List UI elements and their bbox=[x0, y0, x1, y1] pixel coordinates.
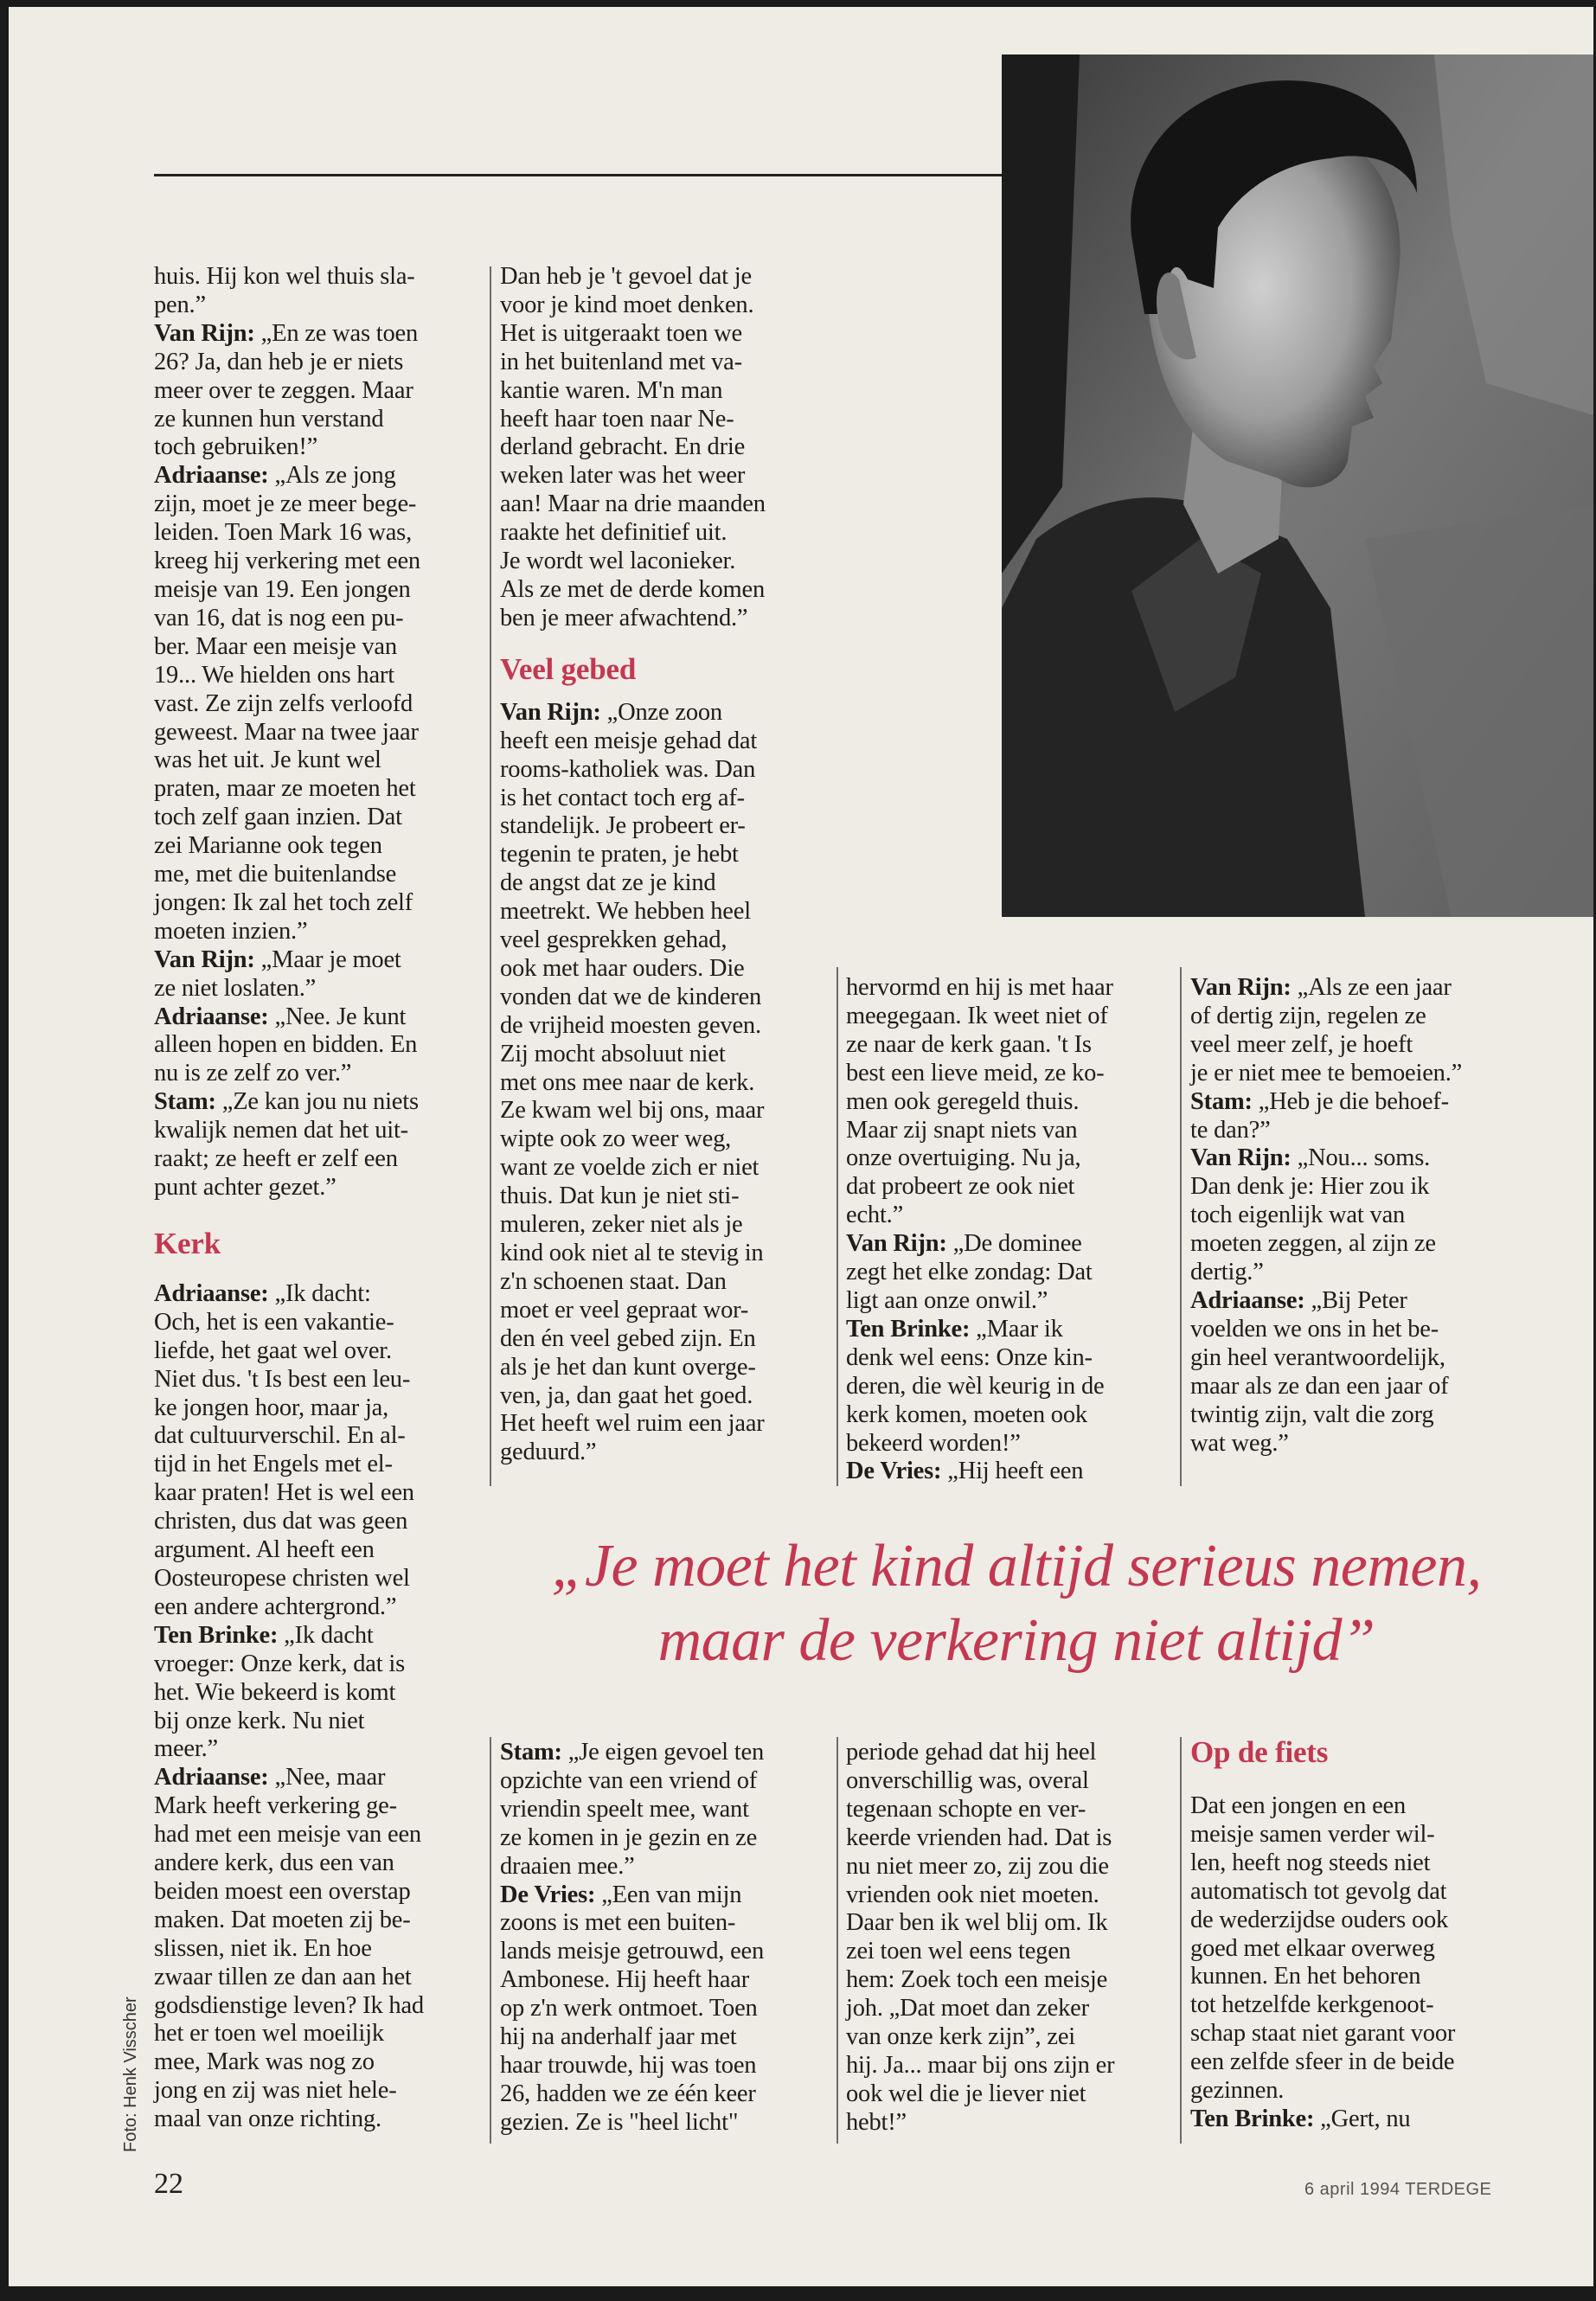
column-divider bbox=[1180, 967, 1182, 1486]
horizontal-rule bbox=[154, 174, 1010, 176]
speaker-label: De Vries: bbox=[846, 1458, 942, 1485]
section-heading-kerk: Kerk bbox=[154, 1226, 221, 1260]
column-1 bbox=[154, 263, 476, 2134]
column-divider bbox=[1180, 1737, 1182, 2144]
speaker-label: Adriaanse: bbox=[154, 1764, 269, 1791]
paragraph-text: „Als ze jong zijn, moet je ze meer bege- leiden. Toen Mark 16 was, kreeg hij verkering met een meisje van 19. Een jongen van 16, dat is nog een pu- ber. Maar een meisje van 19... We hielden ons hart vast. Ze zijn zelfs verloofd geweest. Maar na twee jaar was het uit. Je kunt wel praten, maar ze moeten het toch zelf gaan inzien. Dat zei Marianne ook tegen me, met die buitenlandse jongen: Ik zal het toch zelf moeten inzien.” bbox=[154, 462, 420, 945]
paragraph bbox=[1190, 2106, 1512, 2134]
paragraph bbox=[500, 1881, 822, 2138]
speaker-label: Van Rijn: bbox=[154, 319, 255, 347]
speaker-label: Stam: bbox=[1190, 1087, 1253, 1115]
page-number: 22 bbox=[154, 2168, 183, 2200]
paragraph-text: „Ze kan jou nu niets kwalijk nemen dat het uit- raakt; ze heeft er zelf een punt achter gezet.” bbox=[154, 1088, 419, 1201]
paragraph: periode gehad dat hij heel onverschillig was, overal tegenaan schopte en ver- keerde vrienden had. Dat is nu niet meer zo, zij zou die vrienden ook niet moeten. Daar ben ik wel blij om. Ik zei toen wel eens tegen hem: Zoek toch een meisje joh. „Dat moet dan zeker van onze kerk zijn”, zei hij. Ja... maar bij ons zijn er ook wel die je liever niet hebt!” bbox=[846, 1739, 1115, 2136]
paragraph bbox=[846, 1458, 1168, 1486]
magazine-page bbox=[9, 7, 1593, 2286]
portrait-photo bbox=[1002, 54, 1593, 917]
paragraph-text: „Ik dacht: Och, het is een vakantie- liefde, het gaat wel over. Niet dus. 't Is best een leu- ke jongen hoor, maar ja, dat cultuurverschil. En al- tijd in het Engels met el- kaar praten! Het is wel een christen, dus dat was geen argument. Al heeft een Oosteuropese christen wel een andere achtergrond.” bbox=[154, 1279, 414, 1620]
paragraph-text: „Nou... soms. Dan denk je: Hier zou ik toch eigenlijk wat van moeten zeggen, al zijn ze dertig.” bbox=[1190, 1144, 1436, 1286]
paragraph-text: „Als ze een jaar of dertig zijn, regelen ze veel meer zelf, je hoeft je er niet mee te bemoeien.” bbox=[1190, 974, 1463, 1086]
paragraph bbox=[154, 946, 476, 1003]
section-heading-veel-gebed: Veel gebed bbox=[500, 651, 637, 686]
paragraph bbox=[846, 1230, 1168, 1316]
speaker-label: Adriaanse: bbox=[154, 1279, 269, 1307]
section-heading-op-de-fiets: Op de fiets bbox=[1190, 1735, 1329, 1769]
speaker-label: Van Rijn: bbox=[846, 1230, 947, 1258]
paragraph bbox=[154, 1088, 476, 1202]
footer-issue-date: 6 april 1994 TERDEGE bbox=[1304, 2180, 1492, 2199]
pull-quote-line: „Je moet het kind altijd serieus nemen, bbox=[551, 1533, 1482, 1599]
pull-quote bbox=[458, 1529, 1574, 1678]
paragraph bbox=[154, 1003, 476, 1089]
paragraph bbox=[500, 1739, 822, 1881]
column-4 bbox=[1190, 974, 1512, 1458]
speaker-label: Ten Brinke: bbox=[846, 1315, 971, 1343]
speaker-label: Stam: bbox=[500, 1739, 562, 1766]
speaker-label: Adriaanse: bbox=[154, 462, 269, 490]
column-divider bbox=[490, 266, 491, 1486]
speaker-label: De Vries: bbox=[500, 1881, 596, 1908]
paragraph-text: „Maar ik denk wel eens: Onze kin- deren, die wèl keurig in de kerk komen, moeten ook bekeerd worden!” bbox=[846, 1315, 1105, 1457]
speaker-label: Ten Brinke: bbox=[1190, 2105, 1315, 2132]
paragraph bbox=[154, 462, 476, 945]
paragraph bbox=[154, 1764, 476, 2134]
paragraph: Dan heb je 't gevoel dat je voor je kind moet denken. Het is uitgeraakt toen we in het buitenland met va- kantie waren. M'n man heeft haar toen naar Ne- derland gebracht. En drie weken later was het weer aan! Maar na drie maanden raakte het definitief uit. Je wordt wel laconieker. Als ze met de derde komen ben je meer afwachtend.” bbox=[500, 263, 766, 631]
paragraph bbox=[500, 699, 822, 1467]
column-2 bbox=[500, 263, 822, 1467]
photo-credit: Foto: Henk Visscher bbox=[121, 1997, 140, 2152]
paragraph-text: „Heb je die behoef- te dan?” bbox=[1190, 1087, 1449, 1144]
speaker-label: Ten Brinke: bbox=[154, 1621, 279, 1649]
column-5 bbox=[500, 1739, 822, 2138]
column-6 bbox=[846, 1739, 1168, 2138]
paragraph: Dat een jongen en een meisje samen verder wil- len, heeft nog steeds niet automatisch tot gevolg dat de wederzijdse ouders ook goed met elkaar overweg kunnen. En het behoren tot hetzelfde kerkgenoot- schap staat niet garant voor een zelfde sfeer in de beide gezinnen. bbox=[1190, 1792, 1456, 2105]
column-divider bbox=[490, 1737, 491, 2144]
paragraph-text: „De dominee zegt het elke zondag: Dat ligt aan onze onwil.” bbox=[846, 1230, 1093, 1314]
paragraph-text: „Een van mijn zoons is met een buiten- lands meisje getrouwd, een Ambonese. Hij heeft haar op z'n werk ontmoet. Toen hij na anderhalf jaar met haar trouwde, hij was toen 26, hadden we ze één keer gezien. Ze is "heel licht" bbox=[500, 1881, 765, 2136]
column-divider bbox=[836, 1737, 838, 2144]
paragraph bbox=[1190, 974, 1512, 1088]
paragraph-text: „Je eigen gevoel ten opzichte van een vriend of vriendin speelt mee, want ze komen in je gezin en ze draaien mee.” bbox=[500, 1739, 765, 1880]
paragraph: hervormd en hij is met haar meegegaan. Ik weet niet of ze naar de kerk gaan. 't Is best een lieve meid, ze ko- men ook geregeld thuis. Maar zij snapt niets van onze overtuiging. Nu ja, dat probeert ze ook niet echt.” bbox=[846, 974, 1113, 1229]
portrait-illustration bbox=[1002, 54, 1593, 917]
column-3 bbox=[846, 974, 1168, 1486]
column-7 bbox=[1190, 1735, 1512, 2134]
paragraph-text: „Maar je moet ze niet loslaten.” bbox=[154, 945, 401, 1002]
paragraph bbox=[1190, 1144, 1512, 1287]
paragraph bbox=[154, 320, 476, 463]
paragraph-text: „Nee, maar Mark heeft verkering ge- had met een meisje van een andere kerk, dus een van beiden moest een overstap maken. Dat moeten zij be- slissen, niet ik. En hoe zwaar tillen ze dan aan het godsdienstige leven? Ik had het er toen wel moeilijk mee, Mark was nog zo jong en zij was niet hele- maal van onze richting. bbox=[154, 1764, 424, 2133]
speaker-label: Adriaanse: bbox=[154, 1003, 269, 1030]
paragraph: huis. Hij kon wel thuis sla- pen.” bbox=[154, 263, 415, 318]
speaker-label: Van Rijn: bbox=[1190, 1144, 1292, 1172]
paragraph bbox=[154, 1280, 476, 1622]
speaker-label: Stam: bbox=[154, 1088, 216, 1116]
paragraph bbox=[1190, 1287, 1512, 1458]
speaker-label: Adriaanse: bbox=[1190, 1286, 1305, 1314]
paragraph-text: „En ze was toen 26? Ja, dan heb je er niets meer over te zeggen. Maar ze kunnen hun verstand toch gebruiken!” bbox=[154, 319, 419, 461]
pull-quote-line: maar de verkering niet altijd” bbox=[657, 1607, 1375, 1674]
paragraph-text: „Ik dacht vroeger: Onze kerk, dat is het. Wie bekeerd is komt bij onze kerk. Nu niet meer.” bbox=[154, 1621, 405, 1763]
speaker-label: Van Rijn: bbox=[154, 945, 255, 973]
paragraph-text: „Hij heeft een bbox=[941, 1458, 1084, 1485]
paragraph-text: „Onze zoon heeft een meisje gehad dat rooms-katholiek was. Dan is het contact toch erg af- standelijk. Je probeert er- tegenin te praten, je hebt de angst dat ze je kind meetrekt. We hebben heel veel gesprekken gehad, ook met haar ouders. Die vonden dat we de kinderen de vrijheid moesten geven. Zij mocht absoluut niet met ons mee naar de kerk. Ze kwam wel bij ons, maar wipte ook zo weer weg, want ze voelde zich er niet thuis. Dat kun je niet sti- muleren, zeker niet als je kind ook niet al te stevig in z'n schoenen staat. Dan moet er veel gepraat wor- den én veel gebed zijn. En als je het dan kunt overge- ven, ja, dan gaat het goed. Het heeft wel ruim een jaar geduurd.” bbox=[500, 698, 765, 1466]
paragraph bbox=[846, 1316, 1168, 1458]
speaker-label: Van Rijn: bbox=[1190, 974, 1292, 1001]
column-divider bbox=[836, 967, 838, 1486]
paragraph bbox=[154, 1622, 476, 1765]
paragraph-text: „Nee. Je kunt alleen hopen en bidden. En nu is ze zelf zo ver.” bbox=[154, 1003, 418, 1087]
paragraph bbox=[1190, 1088, 1512, 1145]
speaker-label: Van Rijn: bbox=[500, 698, 601, 726]
paragraph-text: „Gert, nu bbox=[1314, 2105, 1411, 2132]
paragraph-text: „Bij Peter voelden we ons in het be- gin heel verantwoordelijk, maar als ze dan een jaar of twintig zijn, valt die zorg wat weg.” bbox=[1190, 1286, 1449, 1457]
